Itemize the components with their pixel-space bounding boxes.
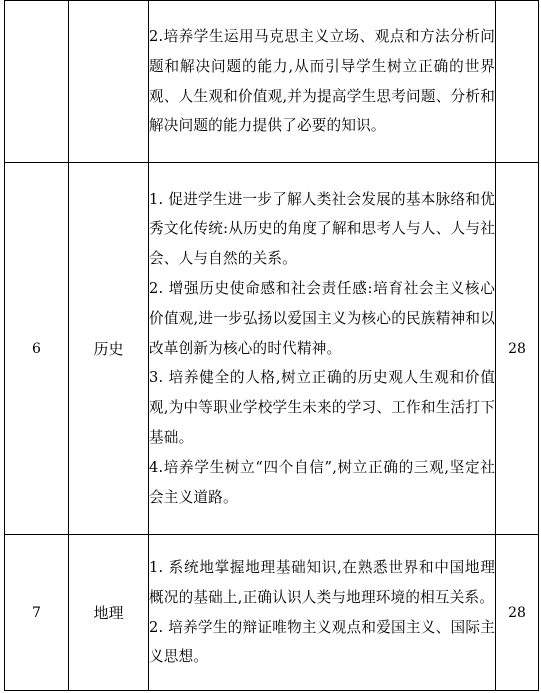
course-objectives-cell [149,535,496,691]
objective-paragraph: 3. 培养健全的人格,树立正确的历史观人生观和价值观,为中等职业学校学生未来的学习、工作和生活打下基础。 [149,369,495,446]
objective-paragraph: 1. 促进学生进一步了解人类社会发展的基本脉络和优秀文化传统:从历史的角度了解和思考人与人、人与社会、人与自然的关系。 [149,190,495,268]
table-row [5,1,539,163]
table-row [5,535,539,691]
course-objectives-cell [149,163,496,535]
course-table [4,0,539,691]
course-name-cell: 历史 [69,163,149,535]
course-objectives-cell [149,1,496,163]
objective-paragraph: 1. 系统地掌握地理基础知识,在熟悉世界和中国地理概况的基础上,正确认识人类与地理环境的相互关系。 [149,558,495,606]
row-number-cell: 6 [5,163,69,535]
class-hours-cell: 28 [496,535,539,691]
objective-paragraph: 4.培养学生树立“四个自信”,树立正确的三观,坚定社会主义道路。 [149,458,495,506]
row-number-cell [5,1,69,163]
course-name-cell [69,1,149,163]
objective-paragraph: 2.培养学生运用马克思主义立场、观点和方法分析问题和解决问题的能力,从而引导学生树立正确的世界观、人生观和价值观,并为提高学生思考问题、分析和解决问题的能力提供了必要的知识。 [149,27,495,135]
objective-paragraph: 2. 培养学生的辩证唯物主义观点和爱国主义、国际主义思想。 [149,618,495,666]
class-hours-cell [496,1,539,163]
table-row [5,163,539,535]
class-hours-cell: 28 [496,163,539,535]
objective-paragraph: 2. 增强历史使命感和社会责任感:培育社会主义核心价值观,进一步弘扬以爱国主义为核心的民族精神和以改革创新为核心的时代精神。 [149,280,495,357]
row-number-cell: 7 [5,535,69,691]
course-name-cell: 地理 [69,535,149,691]
